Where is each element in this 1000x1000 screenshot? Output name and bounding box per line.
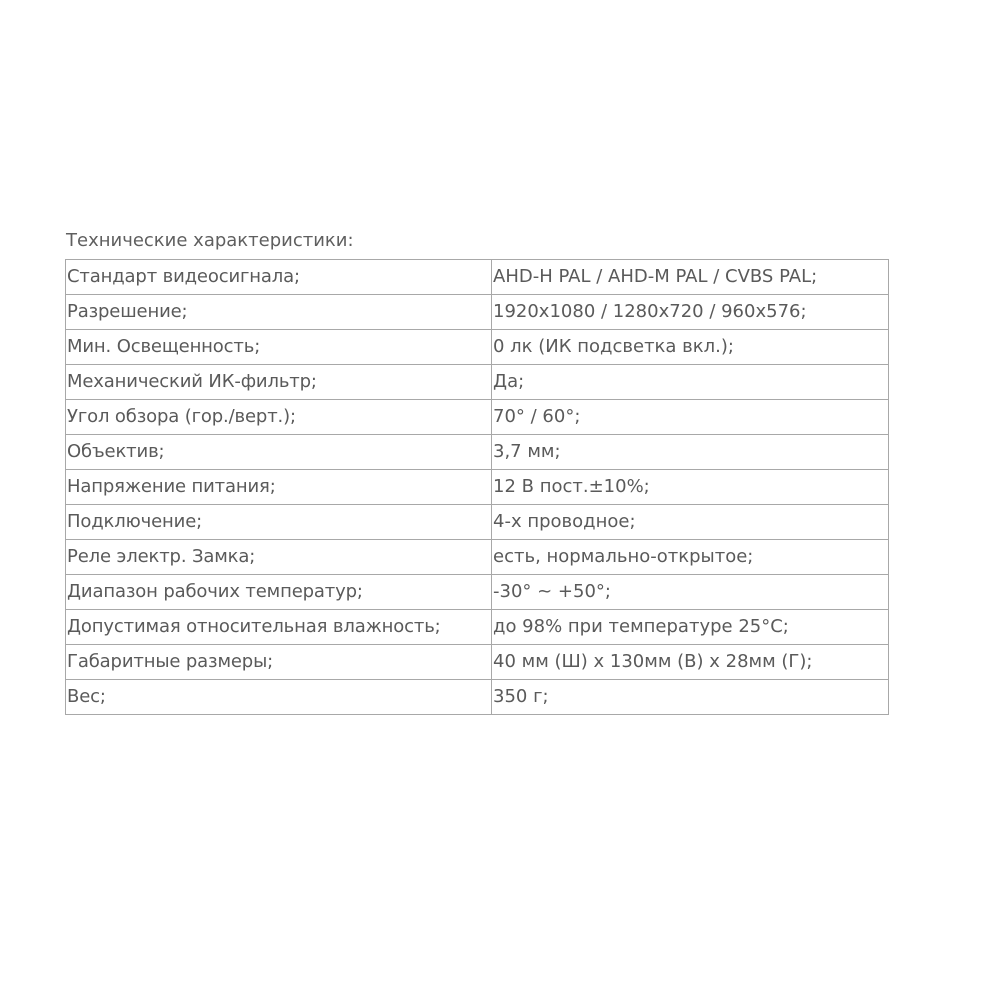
spec-param: Стандарт видеосигнала; <box>66 260 492 295</box>
spec-value: 3,7 мм; <box>492 435 889 470</box>
table-row <box>66 610 889 645</box>
table-row <box>66 680 889 715</box>
spec-value: 70° / 60°; <box>492 400 889 435</box>
spec-caption: Технические характеристики: <box>66 230 354 251</box>
table-row <box>66 365 889 400</box>
table-row <box>66 260 889 295</box>
table-row <box>66 435 889 470</box>
spec-value: есть, нормально-открытое; <box>492 540 889 575</box>
table-row <box>66 540 889 575</box>
spec-param: Механический ИК-фильтр; <box>66 365 492 400</box>
spec-table <box>65 259 889 715</box>
table-row <box>66 295 889 330</box>
spec-param: Угол обзора (гор./верт.); <box>66 400 492 435</box>
spec-param: Диапазон рабочих температур; <box>66 575 492 610</box>
spec-param: Вес; <box>66 680 492 715</box>
spec-param: Подключение; <box>66 505 492 540</box>
table-row <box>66 505 889 540</box>
table-row <box>66 400 889 435</box>
table-row <box>66 470 889 505</box>
spec-param: Допустимая относительная влажность; <box>66 610 492 645</box>
spec-value: AHD-H PAL / AHD-M PAL / CVBS PAL; <box>492 260 889 295</box>
spec-value: 350 г; <box>492 680 889 715</box>
spec-param: Разрешение; <box>66 295 492 330</box>
spec-value: Да; <box>492 365 889 400</box>
spec-value: до 98% при температуре 25°C; <box>492 610 889 645</box>
spec-param: Габаритные размеры; <box>66 645 492 680</box>
spec-param: Мин. Освещенность; <box>66 330 492 365</box>
spec-value: 40 мм (Ш) x 130мм (В) x 28мм (Г); <box>492 645 889 680</box>
spec-value: 0 лк (ИК подсветка вкл.); <box>492 330 889 365</box>
spec-param: Реле электр. Замка; <box>66 540 492 575</box>
spec-value: 12 В пост.±10%; <box>492 470 889 505</box>
spec-value: -30° ~ +50°; <box>492 575 889 610</box>
spec-value: 1920x1080 / 1280x720 / 960x576; <box>492 295 889 330</box>
table-row <box>66 330 889 365</box>
table-row <box>66 575 889 610</box>
spec-param: Напряжение питания; <box>66 470 492 505</box>
table-row <box>66 645 889 680</box>
spec-param: Объектив; <box>66 435 492 470</box>
spec-value: 4-х проводное; <box>492 505 889 540</box>
